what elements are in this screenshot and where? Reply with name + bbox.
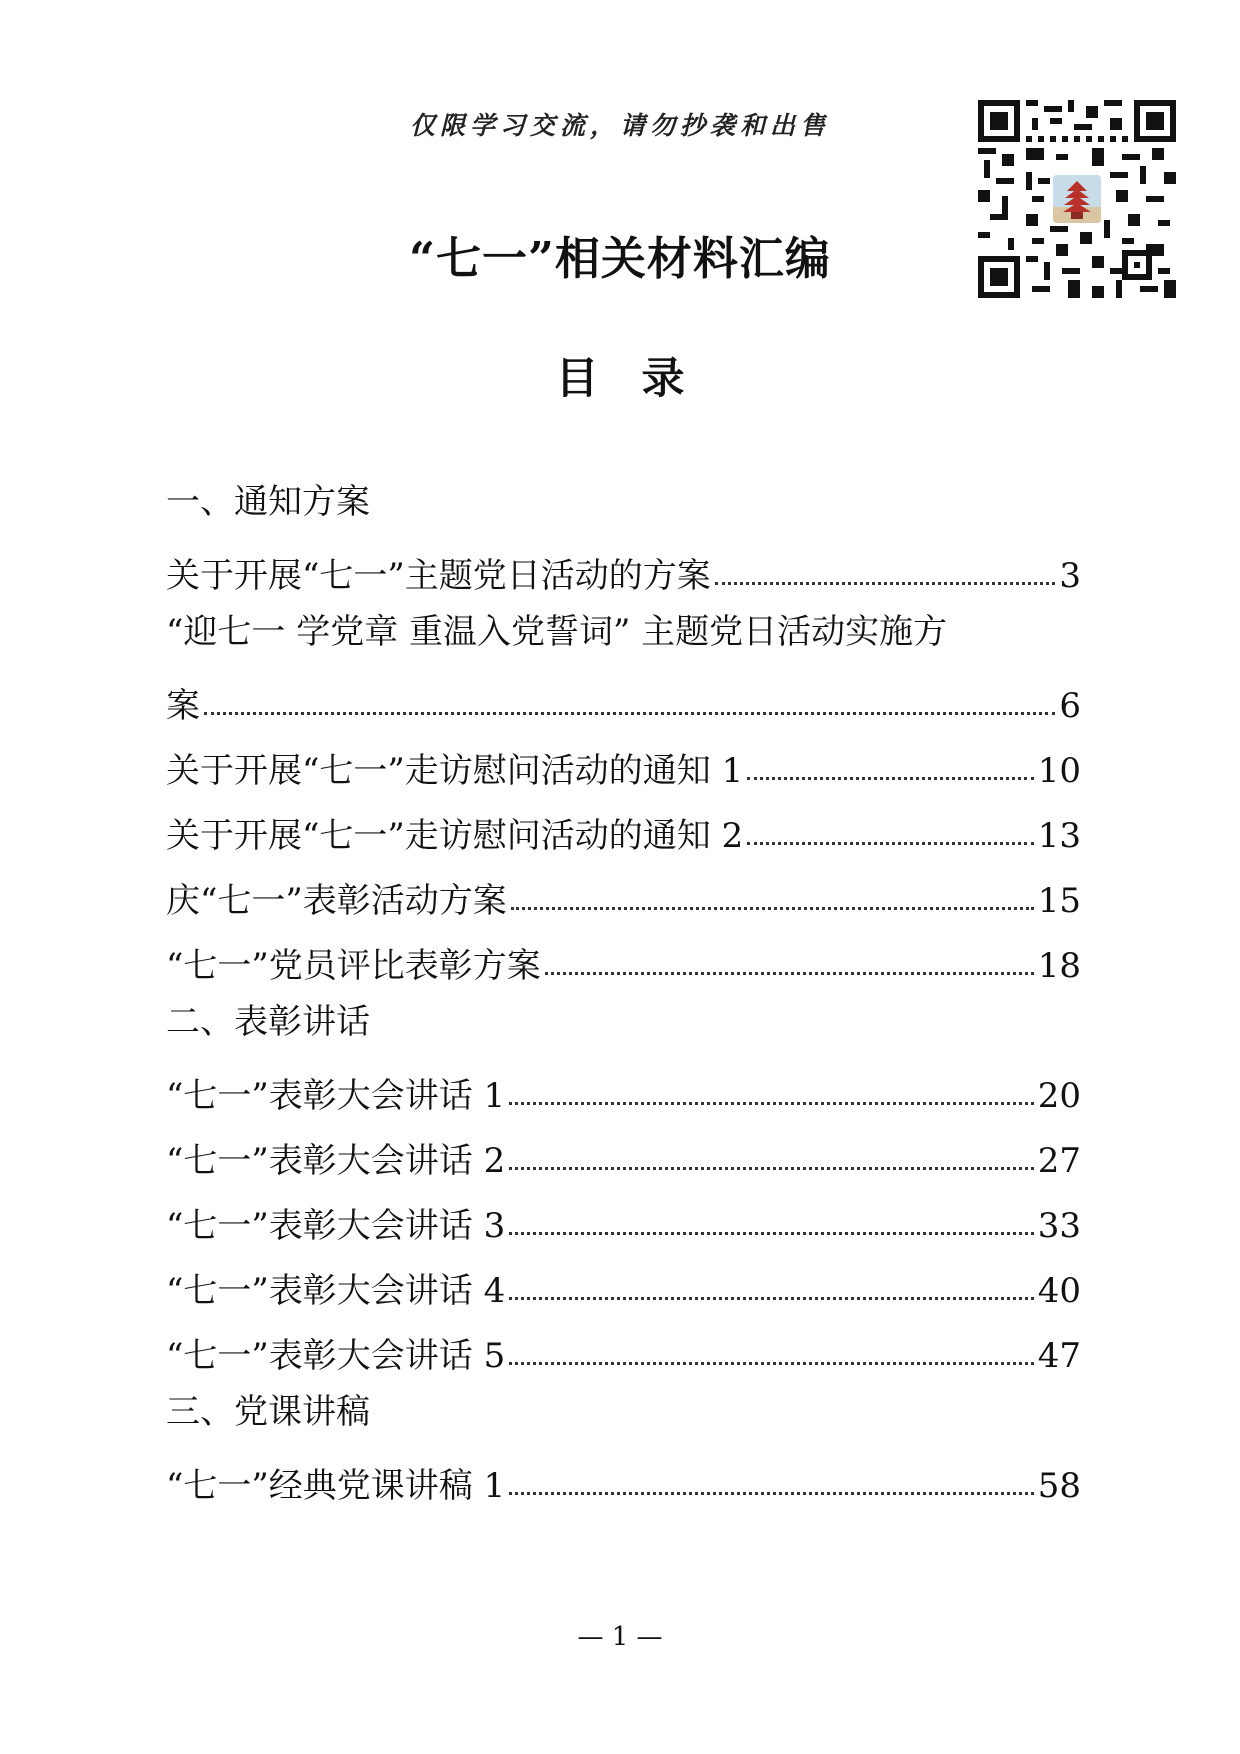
- toc-heading: 目 录: [555, 354, 685, 404]
- dot-leader: [715, 582, 1056, 585]
- qr-code-image: [978, 100, 1176, 298]
- toc-entry[interactable]: [166, 1051, 1081, 1116]
- toc-entry-title: “七一”表彰大会讲话 5: [166, 1336, 506, 1376]
- dot-leader: [204, 712, 1055, 715]
- toc-entry[interactable]: [166, 921, 1081, 986]
- toc-entry-page: 6: [1059, 686, 1081, 726]
- toc-entry[interactable]: [166, 726, 1081, 791]
- toc-entry[interactable]: [166, 1311, 1081, 1376]
- dot-leader: [747, 777, 1034, 780]
- toc-entry-title: “七一”党员评比表彰方案: [166, 946, 541, 986]
- section-heading: 二、表彰讲话: [166, 1002, 370, 1042]
- dot-leader: [509, 1232, 1034, 1235]
- section-heading: 一、通知方案: [166, 482, 370, 522]
- dot-leader: [509, 1102, 1034, 1105]
- toc-entry-title: “七一”表彰大会讲话 1: [166, 1076, 506, 1116]
- toc-entry[interactable]: [166, 1181, 1081, 1246]
- table-of-contents: [166, 466, 1081, 1506]
- toc-entry-page: 10: [1037, 751, 1081, 791]
- page-number: — 1 —: [577, 1622, 663, 1652]
- toc-entry-page: 33: [1037, 1206, 1081, 1246]
- toc-entry-title: 庆“七一”表彰活动方案: [166, 881, 507, 921]
- dot-leader: [511, 907, 1034, 910]
- toc-entry-title: 关于开展“七一”主题党日活动的方案: [166, 556, 711, 596]
- dot-leader: [509, 1167, 1034, 1170]
- copyright-notice: 仅限学习交流，请勿抄袭和出售: [409, 111, 830, 140]
- toc-entry[interactable]: [166, 1116, 1081, 1181]
- toc-entry-title-line[interactable]: “迎七一 学党章 重温入党誓词” 主题党日活动实施方: [166, 612, 948, 652]
- dot-leader: [545, 972, 1034, 975]
- toc-entry-page: 15: [1037, 881, 1081, 921]
- dot-leader: [509, 1297, 1034, 1300]
- document-title: “七一”相关材料汇编: [409, 232, 831, 285]
- toc-entry-page: 3: [1059, 556, 1081, 596]
- section-heading: 三、党课讲稿: [166, 1392, 370, 1432]
- dot-leader: [747, 842, 1034, 845]
- toc-entry[interactable]: [166, 661, 1081, 726]
- toc-entry[interactable]: [166, 531, 1081, 596]
- toc-entry-page: 27: [1037, 1141, 1081, 1181]
- dot-leader: [509, 1492, 1034, 1495]
- toc-entry-title: “七一”表彰大会讲话 2: [166, 1141, 506, 1181]
- toc-entry-title: 关于开展“七一”走访慰问活动的通知 2: [166, 816, 744, 856]
- toc-entry[interactable]: [166, 1441, 1081, 1506]
- toc-entry-page: 58: [1037, 1466, 1081, 1506]
- toc-entry-page: 40: [1037, 1271, 1081, 1311]
- toc-entry[interactable]: [166, 791, 1081, 856]
- toc-entry-title: “七一”经典党课讲稿 1: [166, 1466, 506, 1506]
- toc-entry-page: 13: [1037, 816, 1081, 856]
- toc-entry-title: 案: [166, 686, 200, 726]
- toc-entry[interactable]: [166, 1246, 1081, 1311]
- toc-entry-title: “七一”表彰大会讲话 4: [166, 1271, 506, 1311]
- toc-entry-page: 18: [1037, 946, 1081, 986]
- toc-entry-title: 关于开展“七一”走访慰问活动的通知 1: [166, 751, 744, 791]
- toc-entry-page: 47: [1037, 1336, 1081, 1376]
- toc-entry-page: 20: [1037, 1076, 1081, 1116]
- dot-leader: [509, 1362, 1034, 1365]
- toc-entry[interactable]: [166, 856, 1081, 921]
- toc-entry-title: “七一”表彰大会讲话 3: [166, 1206, 506, 1246]
- pagoda-logo-icon: [1051, 173, 1103, 225]
